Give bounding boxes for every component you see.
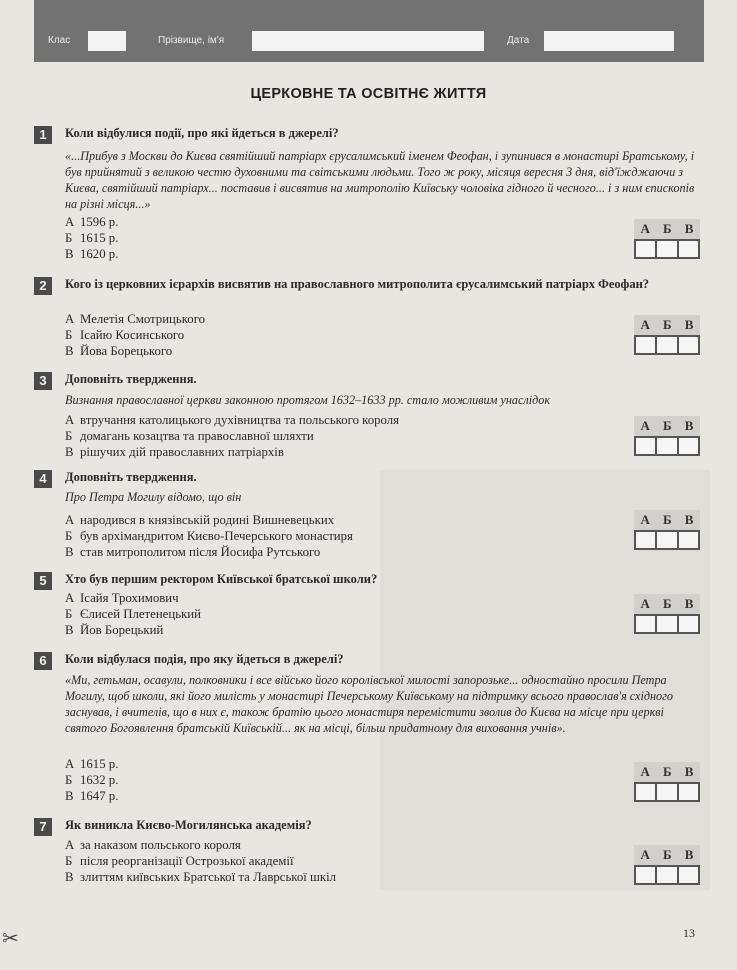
option-a[interactable]: А Ісайя Трохимович [65, 591, 179, 605]
question-text: Коли відбулися події, про які йдеться в джерелі? [65, 126, 339, 140]
option-a[interactable]: А втручання католицького духівництва та польського короля [65, 413, 400, 427]
answer-cell-b[interactable] [657, 241, 678, 257]
name-label: Прізвище, ім'я [158, 35, 225, 46]
options-list [65, 412, 399, 460]
option-a[interactable]: А Мелетія Смотрицького [65, 312, 206, 326]
question-number: 6 [34, 652, 52, 670]
option-c[interactable]: В Йова Борецького [65, 344, 173, 358]
option-c[interactable]: В рішучих дій православних патріархів [65, 445, 284, 459]
option-b[interactable]: Б 1632 р. [65, 773, 119, 787]
answer-grid: А Б В [634, 845, 700, 885]
options-list [65, 214, 118, 262]
answer-grid: А Б В [634, 594, 700, 634]
scissors-icon: ✂ [2, 928, 19, 950]
option-c[interactable]: В 1647 р. [65, 789, 119, 803]
option-a[interactable]: А 1615 р. [65, 757, 119, 771]
answer-cell-b[interactable] [657, 337, 678, 353]
option-c[interactable]: В став митрополитом після Йосифа Рутського [65, 545, 321, 559]
option-b[interactable]: Б Єлисей Плетенецький [65, 607, 201, 621]
question-text: Доповніть твердження. [65, 372, 197, 386]
answer-cell-a[interactable] [636, 438, 657, 454]
question-number: 1 [34, 126, 52, 144]
answer-cell-b[interactable] [657, 784, 678, 800]
statement-stem: Визнання православної церкви законною протягом 1632–1633 рр. стало можливим унаслідок [65, 393, 551, 407]
question-text: Як виникла Києво-Могилянська академія? [65, 818, 312, 832]
answer-cell-b[interactable] [657, 867, 678, 883]
date-field[interactable] [544, 31, 674, 51]
options-list [65, 590, 201, 638]
class-label: Клас [48, 35, 71, 46]
name-field[interactable] [252, 31, 484, 51]
statement-stem: Про Петра Могилу відомо, що він [65, 490, 242, 504]
answer-cell-v[interactable] [679, 616, 698, 632]
answer-cell-v[interactable] [679, 241, 698, 257]
answer-cell-a[interactable] [636, 532, 657, 548]
question-text: Доповніть твердження. [65, 470, 197, 484]
answer-grid: А Б В [634, 510, 700, 550]
answer-cell-v[interactable] [679, 784, 698, 800]
answer-cell-a[interactable] [636, 784, 657, 800]
class-field[interactable] [88, 31, 126, 51]
option-b[interactable]: Б Ісайю Косинського [65, 328, 185, 342]
answer-cell-b[interactable] [657, 438, 678, 454]
options-list [65, 756, 118, 804]
answer-cell-a[interactable] [636, 867, 657, 883]
answer-cell-v[interactable] [679, 867, 698, 883]
option-b[interactable]: Б був архімандритом Києво-Печерського монастиря [65, 529, 353, 543]
answer-cell-a[interactable] [636, 337, 657, 353]
source-quote: «...Прибув з Москви до Києва святійший патріарх єрусалимський іменем Феофан, і зупинився в монастирі Братському, і був прийнятий з великою честю духовними та світськими людьми. Того ж року, місяця вересня 3 дня, від'їжджаючи з Києва, святійший патріарх... поставив і висвятив на митрополію Київську чоловіка гідного й чесного... і з ним єпископів на різні місця...» [65, 149, 695, 211]
option-c[interactable]: В Йов Борецький [65, 623, 164, 637]
answer-cell-b[interactable] [657, 616, 678, 632]
question-text: Кого із церковних ієрархів висвятив на православного митрополита єрусалимський патріарх Феофан? [65, 277, 650, 291]
answer-grid: А Б В [634, 416, 700, 456]
option-c[interactable]: В злиттям київських Братської та Лаврської шкіл [65, 870, 337, 884]
question-number: 5 [34, 572, 52, 590]
option-b[interactable]: Б домагань козацтва та православної шляхти [65, 429, 314, 443]
options-list [65, 837, 336, 885]
option-b[interactable]: Б 1615 р. [65, 231, 119, 245]
answer-cell-a[interactable] [636, 616, 657, 632]
answer-grid: А Б В [634, 762, 700, 802]
answer-cell-a[interactable] [636, 241, 657, 257]
answer-grid: А Б В [634, 219, 700, 259]
question-text: Хто був першим ректором Київської братської школи? [65, 572, 378, 586]
question-number: 2 [34, 277, 52, 295]
source-quote: «Ми, гетьман, осавули, полковники і все військо його королівської милості запорозьке... одностайно просили Петра Могилу, щоб школи, які його милість у монастирі Печерському Київському на підтримку всього православ'я східного заснував, і вчителів, що в них є, також братію цього монастиря перемістити зволив до Києва на місце при церкві святого Богоявлення братській Київській... як на місці, більш придатному для виховання учнів». [65, 673, 674, 735]
answer-cell-b[interactable] [657, 532, 678, 548]
answer-grid: А Б В [634, 315, 700, 355]
page-title: ЦЕРКОВНЕ ТА ОСВІТНЄ ЖИТТЯ [250, 86, 487, 102]
option-a[interactable]: А народився в князівській родині Вишневецьких [65, 513, 335, 527]
question-text: Коли відбулася подія, про яку йдеться в джерелі? [65, 652, 344, 666]
options-list [65, 311, 205, 359]
answer-cell-v[interactable] [679, 532, 698, 548]
option-a[interactable]: А за наказом польського короля [65, 838, 241, 852]
option-a[interactable]: А 1596 р. [65, 215, 119, 229]
option-b[interactable]: Б після реорганізації Острозької академії [65, 854, 294, 868]
question-number: 7 [34, 818, 52, 836]
question-number: 3 [34, 372, 52, 390]
question-number: 4 [34, 470, 52, 488]
header-bar [34, 0, 704, 62]
options-list [65, 512, 353, 560]
date-label: Дата [507, 35, 530, 46]
answer-cell-v[interactable] [679, 438, 698, 454]
page-number: 13 [683, 926, 695, 940]
answer-cell-v[interactable] [679, 337, 698, 353]
option-c[interactable]: В 1620 р. [65, 247, 119, 261]
